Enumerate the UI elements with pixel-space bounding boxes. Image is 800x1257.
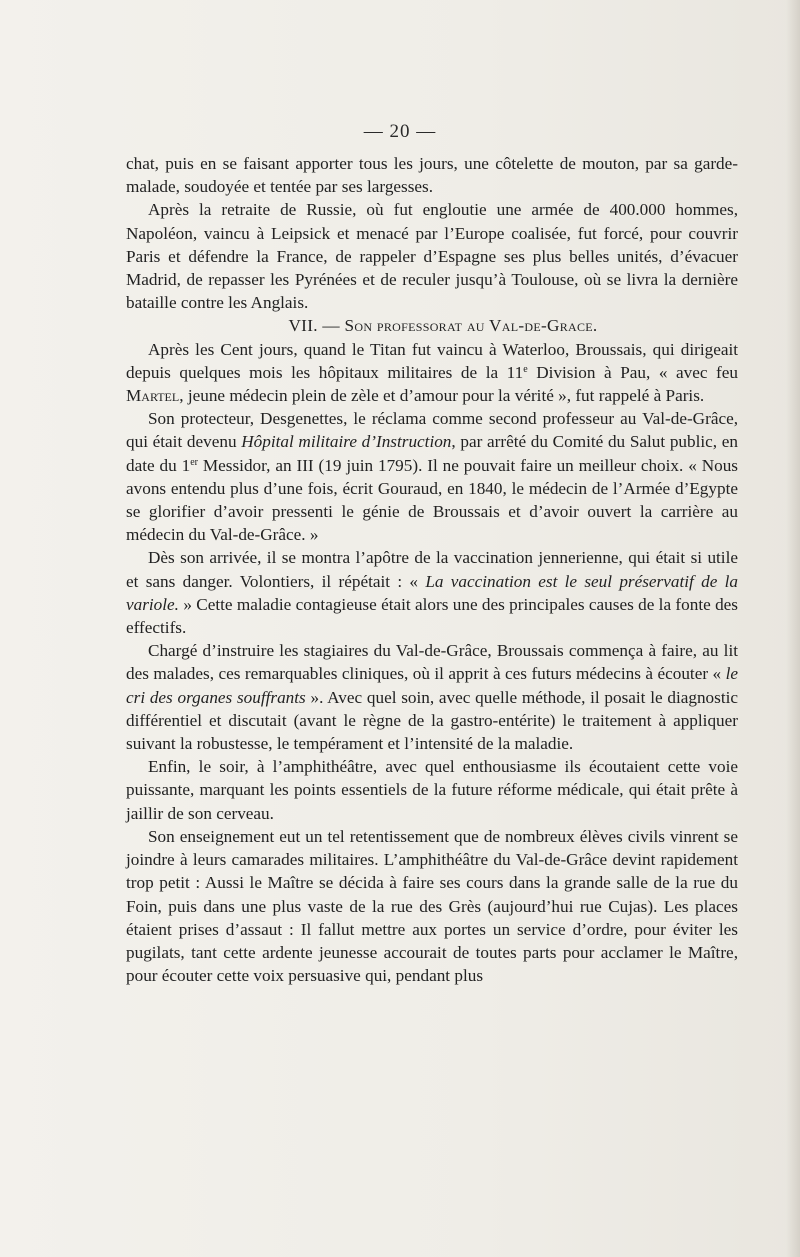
text-span: Après les Cent jours, quand le Titan fut vaincu à Waterloo, Broussais, qui dirigeait depuis quelques mois les hôpitaux militaires de la 11 [126,339,738,382]
section-heading [126,314,738,337]
superscript: e [523,363,528,375]
text-span: Dès son arrivée, il se montra l’apôtre de la vaccination jennerienne, qui était si utile et sans danger. Volontiers, il répétait : « [126,548,738,591]
italic-hopital: Hôpital militaire d’Instruction [241,432,452,452]
page-body [126,152,738,987]
page-number: — 20 — [363,121,437,142]
paragraph-desgenettes [126,407,738,546]
paragraph-retreat-russia: Après la retraite de Russie, où fut engloutie une armée de 400.000 hommes, Napoléon, vaincu à Leipsick et menacé par l’Europe coalisée, fut forcé, pour couvrir Paris et défendre la France, de rappeler d’Espagne ses plus belles unités, d’évacuer Madrid, de repasser les Pyrénées et de reculer jusqu’à Toulouse, où se livra la dernière bataille contre les Anglais. [126,200,738,313]
italic-vaccination-quote: La vaccination est le seul préservatif de la variole. [126,571,738,614]
text-span: ». Avec quel soin, avec quelle méthode, il posait le diagnostic différentiel et discutait (avant le règne de la gastro-entérite) le traitement à appliquer suivant la robustesse, le tempérament et l’intensité de la maladie. [126,687,738,754]
paragraph-vaccination [126,546,738,639]
paragraph-amphitheatre: Enfin, le soir, à l’amphithéâtre, avec quel enthousiasme ils écoutaient cette voie puissante, marquant les points essentiels de la future réforme médicale, qui était prête à jaillir de son cerveau. [126,757,738,823]
text-span: Messidor, an III (19 juin 1795). Il ne pouvait faire un meilleur choix. « Nous avons entendu plus d’une fois, écrit Gouraud, en 1840, le médecin de l’Armée d’Egypte se glorifier d’avoir pressenti le génie de Broussais et d’avoir ouvert la carrière au médecin du Val-de-Grâce. » [126,455,738,545]
section-number: VII. — [288,316,345,336]
text-span: Division à Pau, « avec feu [527,362,738,382]
text-span: Son protecteur, Desgenettes, le réclama comme second professeur au Val-de-Grâce, qui était devenu [126,409,738,452]
paragraph-cliniques [126,639,738,755]
paragraph-cent-jours [126,338,738,408]
text-span: , par arrêté du Comité du Salut public, en date du 1 [126,432,738,475]
text-span: , jeune médecin plein de zèle et d’amour pour la vérité », fut rappelé à Paris. [179,386,705,406]
section-title: Son professorat au Val-de-Grace. [344,316,598,336]
text-span: Chargé d’instruire les stagiaires du Val-de-Grâce, Broussais commença à faire, au lit des malades, ces remarquables cliniques, où il apprit à ces futurs médecins à écouter « [126,641,738,684]
superscript: er [190,456,198,468]
page-edge-shadow [786,0,800,1257]
paragraph-continued: chat, puis en se faisant apporter tous les jours, une côtelette de mouton, par sa garde-malade, soudoyée et tentée par ses largesses. [126,154,738,197]
name-martel: Martel [126,386,180,406]
italic-cri-organes: le cri des organes souffrants [126,664,738,707]
text-span: » Cette maladie contagieuse était alors une des principales causes de la fonte des effectifs. [126,594,738,638]
paragraph-enseignement: Son enseignement eut un tel retentissement que de nombreux élèves civils vinrent se joindre à leurs camarades militaires. L’amphithéâtre du Val-de-Grâce devint rapidement trop petit : Aussi le Maître se décida à faire ses cours dans la grande salle de la rue du Foin, puis dans une plus vaste de la rue des Grès (aujourd’hui rue Cujas). Les places étaient prises d’assaut : Il fallut mettre aux portes un service d’ordre, pour éviter les pugilats, tant cette ardente jeunesse accourait de toutes parts pour acclamer le Maître, pour écouter cette voix persuasive qui, pendant plus [126,826,738,986]
